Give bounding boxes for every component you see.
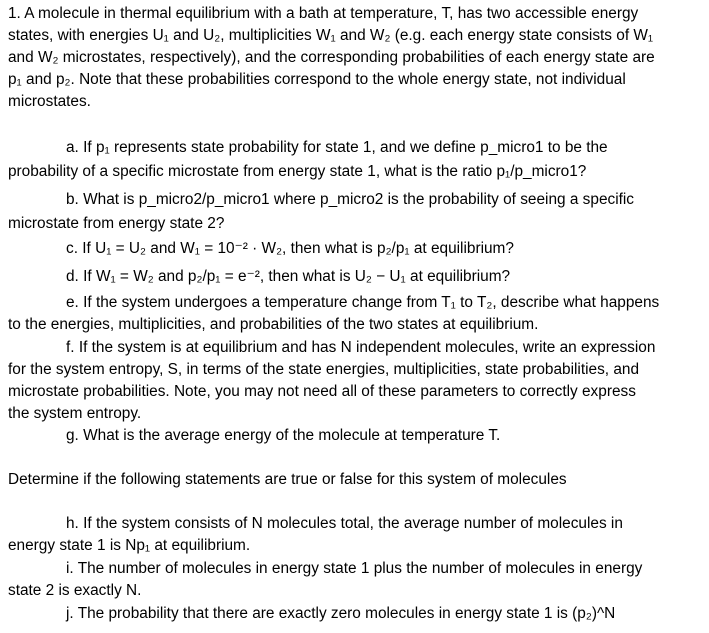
intro-line-2: states, with energies U₁ and U₂, multiplicities W₁ and W₂ (e.g. each energy state consists of W₁ [8, 27, 654, 44]
part-h-line-2: energy state 1 is Np₁ at equilibrium. [8, 537, 251, 554]
part-f-line-1: f. If the system is at equilibrium and has N independent molecules, write an expression [66, 339, 656, 356]
part-d: d. If W₁ = W₂ and p₂/p₁ = e⁻², then what is U₂ − U₁ at equilibrium? [66, 268, 511, 285]
true-false-intro: Determine if the following statements are true or false for this system of molecules [8, 471, 567, 488]
intro-line-4: p₁ and p₂. Note that these probabilities correspond to the whole energy state, not individual [8, 71, 626, 88]
part-b-line-2: microstate from energy state 2? [8, 215, 225, 232]
part-g: g. What is the average energy of the molecule at temperature T. [66, 427, 501, 444]
part-c: c. If U₁ = U₂ and W₁ = 10⁻² · W₂, then what is p₂/p₁ at equilibrium? [66, 240, 514, 257]
part-a-line-2: probability of a specific microstate from energy state 1, what is the ratio p₁/p_micro1? [8, 163, 587, 180]
part-i-line-1: i. The number of molecules in energy state 1 plus the number of molecules in energy [66, 560, 643, 577]
part-e-line-2: to the energies, multiplicities, and probabilities of the two states at equilibrium. [8, 316, 539, 333]
part-f-line-3: microstate probabilities. Note, you may not need all of these parameters to correctly express [8, 383, 636, 400]
intro-line-3: and W₂ microstates, respectively), and the corresponding probabilities of each energy state are [8, 49, 655, 66]
part-b-line-1: b. What is p_micro2/p_micro1 where p_micro2 is the probability of seeing a specific [66, 191, 635, 208]
part-f-line-4: the system entropy. [8, 405, 142, 422]
part-f-line-2: for the system entropy, S, in terms of the state energies, multiplicities, state probabilities, and [8, 361, 640, 378]
intro-line-5: microstates. [8, 93, 91, 110]
part-a-line-1: a. If p₁ represents state probability for state 1, and we define p_micro1 to be the [66, 139, 608, 156]
intro-line-1: 1. A molecule in thermal equilibrium with a bath at temperature, T, has two accessible energy [8, 5, 639, 22]
part-h-line-1: h. If the system consists of N molecules total, the average number of molecules in [66, 515, 623, 532]
part-e-line-1: e. If the system undergoes a temperature change from T₁ to T₂, describe what happens [66, 294, 660, 311]
part-j: j. The probability that there are exactly zero molecules in energy state 1 is (p₂)^N [66, 605, 616, 622]
part-i-line-2: state 2 is exactly N. [8, 582, 142, 599]
